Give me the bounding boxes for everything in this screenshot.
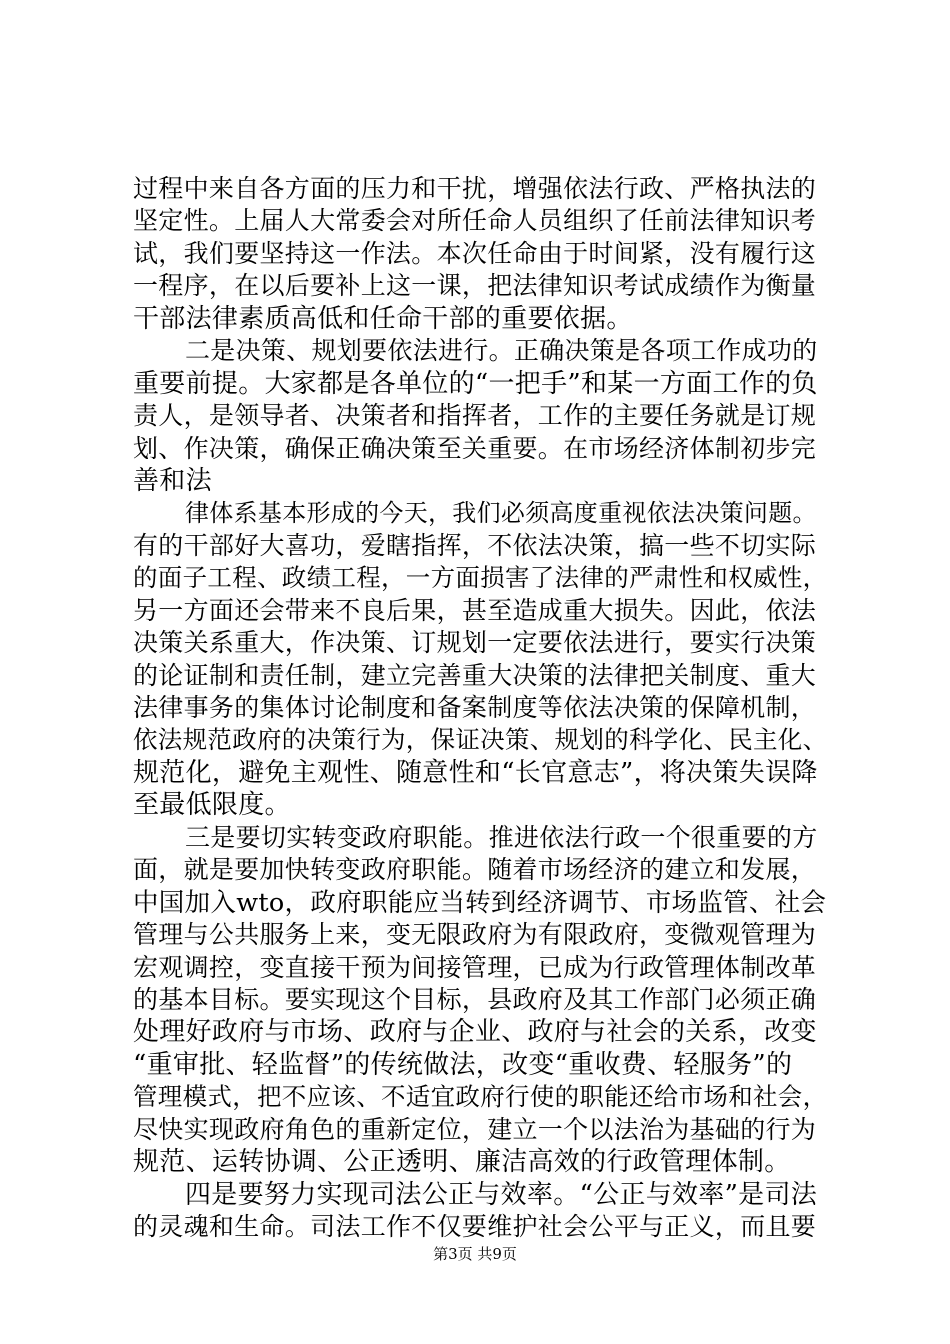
text-line: 尽快实现政府角色的重新定位，建立一个以法治为基础的行为 <box>133 1114 817 1144</box>
text-line: 的面子工程、政绩工程，一方面损害了法律的严肃性和权威性， <box>133 563 828 593</box>
text-line: 一程序，在以后要补上这一课，把法律知识考试成绩作为衡量 <box>133 271 817 301</box>
text-line: 的基本目标。要实现这个目标，县政府及其工作部门必须正确 <box>133 984 817 1014</box>
page-footer: 第3页 共9页 <box>433 1245 517 1263</box>
text-line: 试，我们要坚持这一作法。本次任命由于时间紧，没有履行这 <box>133 238 817 268</box>
document-body <box>133 173 829 1243</box>
text-line: 面，就是要加快转变政府职能。随着市场经济的建立和发展， <box>133 855 817 885</box>
text-line: 宏观调控，变直接干预为间接管理，已成为行政管理体制改革 <box>133 952 817 982</box>
text-line: 决策关系重大，作决策、订规划一定要依法进行，要实行决策 <box>133 628 817 658</box>
text-line: 有的干部好大喜功，爱瞎指挥，不依法决策，搞一些不切实际 <box>133 530 817 560</box>
text-line: 过程中来自各方面的压力和干扰，增强依法行政、严格执法的 <box>133 174 817 203</box>
text-line: 责人，是领导者、决策者和指挥者，工作的主要任务就是订规 <box>133 401 817 431</box>
text-line: 二是决策、规划要依法进行。正确决策是各项工作成功的 <box>185 336 818 366</box>
text-line: 另一方面还会带来不良后果，甚至造成重大损失。因此，依法 <box>133 595 817 625</box>
text-line: 干部法律素质高低和任命干部的重要依据。 <box>133 303 633 334</box>
text-line: 划、作决策，确保正确决策至关重要。在市场经济体制初步完 <box>133 433 817 463</box>
text-line: “重审批、轻监督”的传统做法，改变“重收费、轻服务”的 <box>133 1049 793 1080</box>
text-line: 依法规范政府的决策行为，保证决策、规划的科学化、民主化、 <box>133 725 828 755</box>
text-line: 规范、运转协调、公正透明、廉洁高效的行政管理体制。 <box>133 1147 791 1178</box>
text-line: 三是要切实转变政府职能。推进依法行政一个很重要的方 <box>185 822 818 852</box>
text-line: 坚定性。上届人大常委会对所任命人员组织了任前法律知识考 <box>133 206 817 236</box>
text-line: 善和法 <box>133 465 212 496</box>
text-line: 的论证制和责任制，建立完善重大决策的法律把关制度、重大 <box>133 660 817 690</box>
text-line: 处理好政府与市场、政府与企业、政府与社会的关系，改变 <box>133 1017 817 1048</box>
text-line: 律体系基本形成的今天，我们必须高度重视依法决策问题。 <box>185 499 817 528</box>
text-line: 管理模式，把不应该、不适宜政府行使的职能还给市场和社会， <box>133 1082 828 1112</box>
text-line: 管理与公共服务上来，变无限政府为有限政府，变微观管理为 <box>133 920 817 950</box>
text-line: 规范化，避免主观性、随意性和“长官意志”，将决策失误降 <box>133 757 818 788</box>
text-line: 至最低限度。 <box>133 790 291 821</box>
text-line: 的灵魂和生命。司法工作不仅要维护社会公平与正义，而且要 <box>133 1212 817 1241</box>
text-line: 法律事务的集体讨论制度和备案制度等依法决策的保障机制， <box>133 693 817 722</box>
text-line: 四是要努力实现司法公正与效率。“公正与效率”是司法 <box>185 1179 818 1210</box>
text-line: 中国加入wto，政府职能应当转到经济调节、市场监管、社会 <box>133 887 827 918</box>
text-line: 重要前提。大家都是各单位的“一把手”和某一方面工作的负 <box>133 368 818 399</box>
